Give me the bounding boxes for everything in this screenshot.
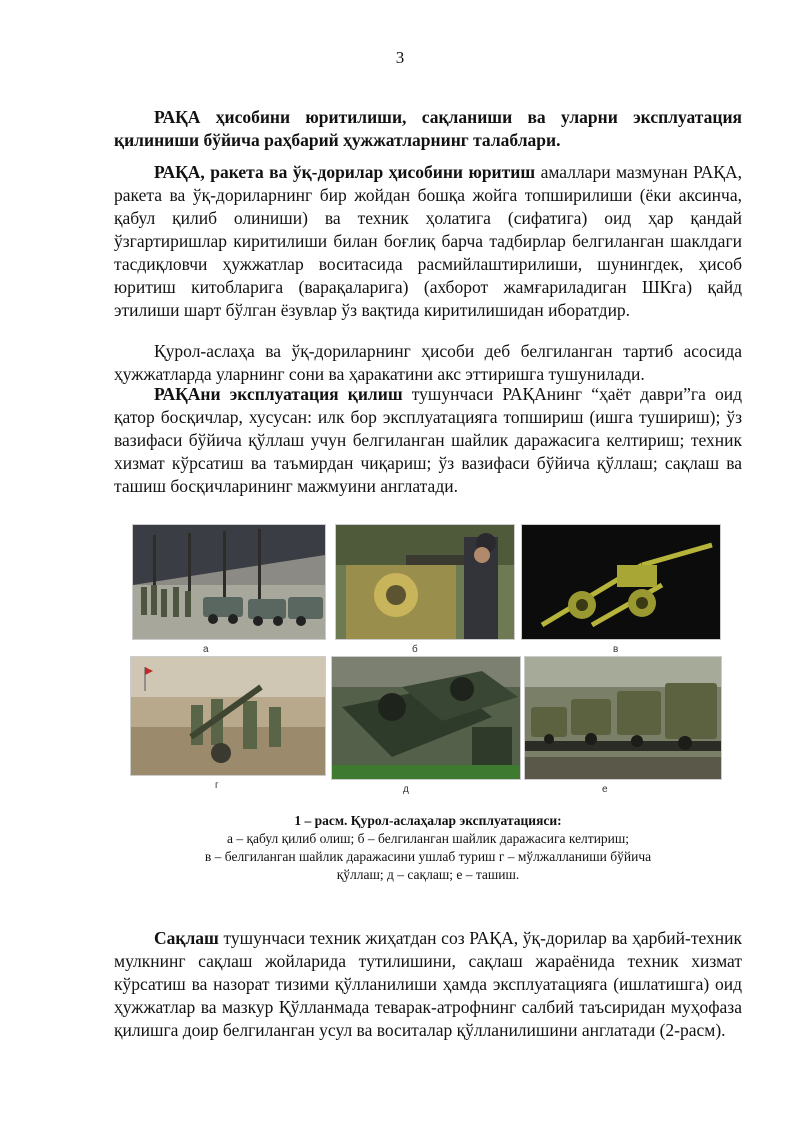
page-number: 3 [395, 48, 405, 67]
label-g: г [215, 780, 219, 791]
paragraph-accounting [114, 161, 742, 322]
photo-a [132, 524, 326, 640]
figure-caption-line2: в – белгиланган шайлик даражасини ушлаб туриш г – мўлжалланиши бўйича [204, 849, 652, 864]
paragraph-storage-body: тушунчаси техник жиҳатдан соз РАҚА, ўқ-дорилар ва ҳарбий-техник мулкнинг сақлаш жойларида тутилишини, сақлаш жараёнида техник хизмат кўрсатиш ва назорат тизими қўлланилиши ҳамда эксплуатацияга (ишлатишга) оид ҳужжатлар ва мазкур Қўлланмада теварак-атрофнинг салбий таъсиридан муҳофаза қилишга доир белгиланган усул ва воситалар қўлланилишини англатади (2-расм). [114, 928, 742, 1040]
paragraph-exploitation-body: тушунчаси РАҚАнинг “ҳаёт даври”га оид қатор босқичлар, хусусан: илк бор эксплуатацияга топшириш (ишга тушириш); ўз вазифаси бўйича қўллаш учун белгиланган шайлик даражасига келтириш; техник хизмат кўрсатиш ва таъмирдан чиқариш; ўз вазифаси бўйича қўллаш; сақлаш ва ташиш босқичларининг мажмуини англатади. [114, 384, 743, 496]
figure-caption-line3: қўллаш; д – сақлаш; е – ташиш. [336, 867, 520, 882]
label-d: д [403, 784, 409, 795]
paragraph-accounting-term: РАҚА, ракета ва ўқ-дорилар ҳисобини юритиш [154, 162, 536, 182]
paragraph-definition [114, 340, 742, 386]
figure-caption [114, 812, 742, 884]
paragraph-accounting-body: амаллари мазмунан РАҚА, ракета ва ўқ-дориларнинг бир жойдан бошқа жойга топширилиши (ёки аксинча, қабул қилиб олиниши) ва техник ҳолатига (сифатига) оид ҳар қандай ўзгартиришлар киритилиши билан боғлиқ барча тадбирлар белгиланган шаклдаги тасдиқловчи ҳужжатлар воситасида расмийлаштирилиши, шунингдек, ҳисоб юритиш китобларига (варақаларига) (ахборот жамғариладиган ШКга) қайд этилиши шарт бўлган ёзувлар ўз вақтида киритилишидан иборатдир. [114, 162, 742, 320]
photo-g [130, 656, 326, 776]
photo-v [521, 524, 721, 640]
photo-e [524, 656, 722, 780]
label-v: в [613, 644, 619, 655]
paragraph-storage-term: Сақлаш [154, 928, 219, 948]
label-a: а [203, 644, 209, 655]
figure-caption-line1: а – қабул қилиб олиш; б – белгиланган шайлик даражасига келтириш; [226, 831, 630, 846]
heading-text: РАҚА ҳисобини юритилиши, сақланиши ва уларни эксплуатация қилиниши бўйича раҳбарий ҳужжатларнинг талаблари. [114, 107, 742, 150]
paragraph-exploitation [114, 383, 742, 498]
section-heading [114, 106, 742, 152]
photo-b [335, 524, 515, 640]
photo-d [331, 656, 521, 780]
paragraph-exploitation-term: РАҚАни эксплуатация қилиш [154, 384, 403, 404]
paragraph-definition-body: Қурол-аслаҳа ва ўқ-дориларнинг ҳисоби деб белгиланган тартиб асосида ҳужжатларда уларнинг сони ва ҳаракатини акс эттиришга тушунилади. [114, 341, 742, 384]
label-b: б [412, 644, 418, 655]
paragraph-storage [114, 927, 742, 1042]
figure-caption-title: 1 – расм. Қурол-аслаҳалар эксплуатацияси: [294, 813, 562, 828]
label-e: е [602, 784, 608, 795]
